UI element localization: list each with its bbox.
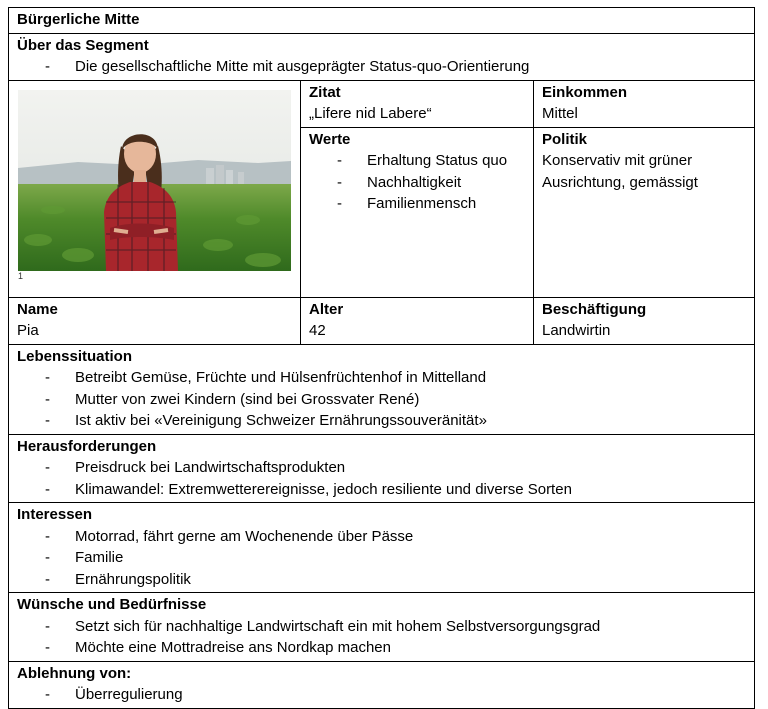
politik-value: Konservativ mit grüner Ausrichtung, gemässigt [542, 152, 698, 191]
werte-list [309, 150, 525, 215]
list-item: - Setzt sich für nachhaltige Landwirtschaft ein mit hohem Selbstversorgungsgrad [17, 616, 746, 638]
list-item: - Preisdruck bei Landwirtschaftsprodukten [17, 457, 746, 479]
interessen-list [17, 526, 746, 591]
einkommen-value: Mittel [542, 105, 578, 122]
list-item: - Ist aktiv bei «Vereinigung Schweizer Ernährungssouveränität» [17, 410, 746, 432]
alter-cell [301, 297, 534, 344]
einkommen-cell [534, 80, 755, 127]
list-item: - Nachhaltigkeit [309, 172, 525, 194]
einkommen-heading: Einkommen [542, 83, 628, 101]
list-item: - Motorrad, fährt gerne am Wochenende über Pässe [17, 526, 746, 548]
list-item: - Klimawandel: Extremwetterereignisse, jedoch resiliente und diverse Sorten [17, 479, 746, 501]
zitat-cell [301, 80, 534, 127]
lebenssituation-list [17, 367, 746, 432]
persona-table [8, 7, 755, 709]
lebenssituation-heading: Lebenssituation [17, 347, 133, 365]
werte-heading: Werte [309, 130, 351, 148]
zitat-heading: Zitat [309, 83, 341, 101]
herausforderungen-row [9, 434, 755, 503]
list-item: - Überregulierung [17, 684, 746, 706]
segment-list [17, 56, 746, 78]
interessen-heading: Interessen [17, 506, 93, 523]
beschaeftigung-cell [534, 297, 755, 344]
persona-card [8, 7, 754, 709]
alter-value: 42 [309, 322, 326, 339]
list-item: - Ernährungspolitik [17, 569, 746, 591]
profile-top-row [9, 80, 755, 127]
wuensche-row [9, 593, 755, 662]
photo-caption: 1 [18, 270, 24, 281]
list-item: - Die gesellschaftliche Mitte mit ausgeprägter Status-quo-Orientierung [17, 56, 746, 78]
politik-cell [534, 127, 755, 297]
name-heading: Name [17, 300, 58, 318]
name-value: Pia [17, 322, 39, 339]
ablehnung-list [17, 684, 746, 706]
zitat-value: „Lifere nid Labere“ [309, 105, 432, 122]
ablehnung-heading: Ablehnung von: [17, 664, 132, 682]
politik-heading: Politik [542, 130, 588, 148]
list-item: - Betreibt Gemüse, Früchte und Hülsenfrüchtenhof in Mittelland [17, 367, 746, 389]
list-item: - Familienmensch [309, 193, 525, 215]
farmer-photo [18, 90, 291, 271]
interessen-row [9, 503, 755, 593]
segment-title-text: Bürgerliche Mitte [17, 11, 140, 28]
photo-cell [9, 80, 301, 297]
segment-row [9, 33, 755, 80]
list-item: - Mutter von zwei Kindern (sind bei Grossvater René) [17, 389, 746, 411]
list-item: - Erhaltung Status quo [309, 150, 525, 172]
beschaeftigung-value: Landwirtin [542, 322, 611, 339]
title-row [9, 8, 755, 34]
name-cell [9, 297, 301, 344]
werte-cell [301, 127, 534, 297]
beschaeftigung-heading: Beschäftigung [542, 300, 647, 318]
list-item: - Möchte eine Mottradreise ans Nordkap machen [17, 637, 746, 659]
herausforderungen-heading: Herausforderungen [17, 437, 157, 455]
herausforderungen-list [17, 457, 746, 500]
wuensche-heading: Wünsche und Bedürfnisse [17, 596, 207, 613]
wuensche-list [17, 616, 746, 659]
segment-heading: Über das Segment [17, 36, 149, 54]
alter-heading: Alter [309, 300, 344, 318]
lebenssituation-row [9, 344, 755, 434]
identity-row [9, 297, 755, 344]
segment-title [9, 8, 755, 34]
ablehnung-row [9, 661, 755, 708]
list-item: - Familie [17, 547, 746, 569]
